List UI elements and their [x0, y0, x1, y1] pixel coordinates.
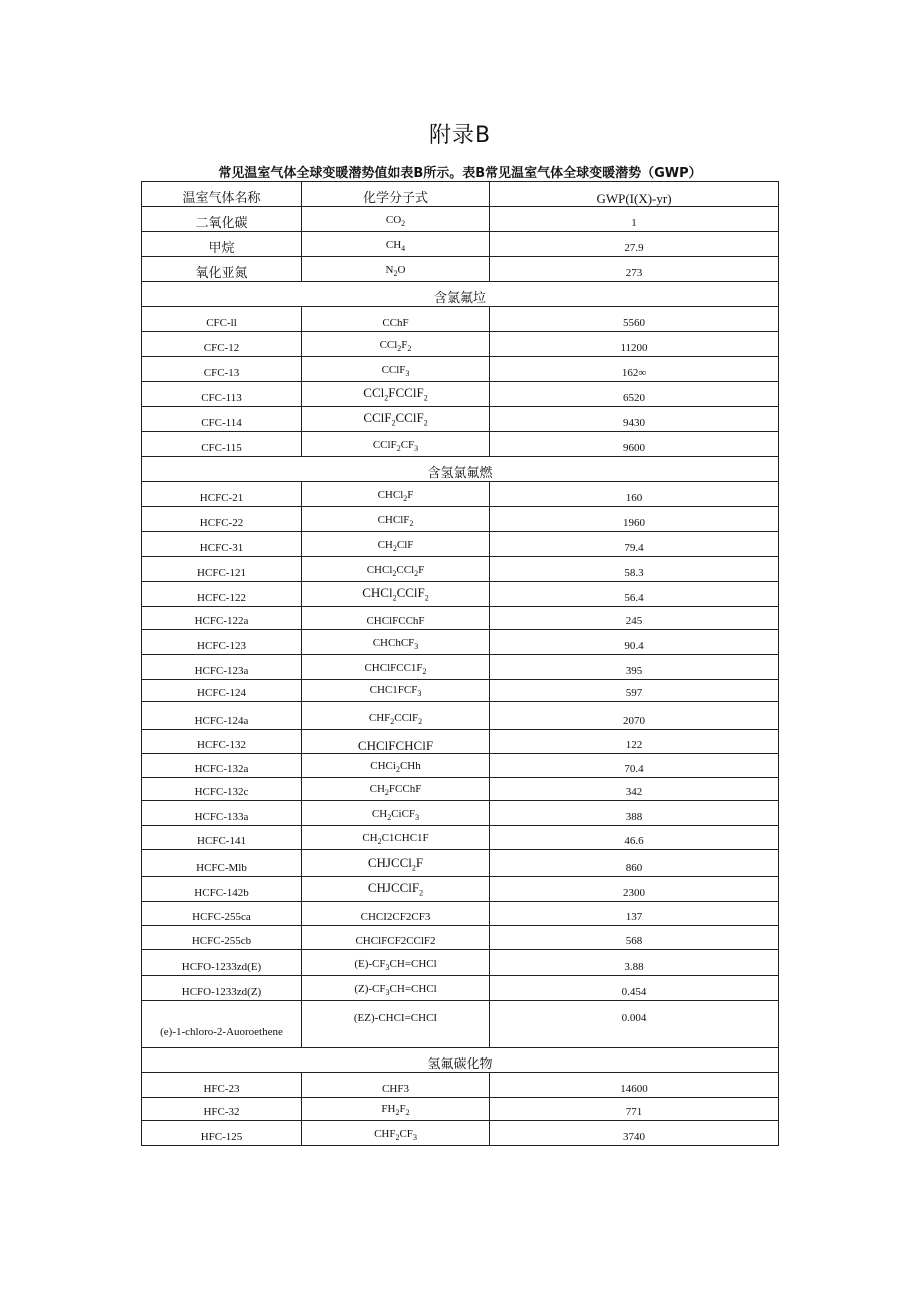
- gwp-value: 9430: [490, 407, 779, 432]
- gwp-value: 771: [490, 1098, 779, 1121]
- gas-name: CFC-113: [142, 382, 302, 407]
- gwp-value: 342: [490, 778, 779, 801]
- table-row: [142, 826, 779, 850]
- chemical-formula: (EZ)-CHCI=CHCI: [302, 1001, 490, 1048]
- table-row: [142, 801, 779, 826]
- gwp-value: 70.4: [490, 754, 779, 778]
- table-row: [142, 950, 779, 976]
- gas-name: HCFC-123a: [142, 655, 302, 680]
- chemical-formula: CHCl$_2$F: [302, 482, 490, 507]
- chemical-formula: $(Z)-CF_3CH=CHCl$: [302, 976, 490, 1001]
- chemical-formula: CCl$_2$FCClF$_2$: [302, 382, 490, 407]
- gwp-value: 5560: [490, 307, 779, 332]
- gwp-value: 79.4: [490, 532, 779, 557]
- gas-name: HCFC-132c: [142, 778, 302, 801]
- table-row: [142, 680, 779, 702]
- chemical-formula: $CCl_2F_2$: [302, 332, 490, 357]
- chemical-formula: CHJCCl$_2$F: [302, 850, 490, 877]
- section-header-row: [142, 1048, 779, 1073]
- chemical-formula: $CH_2CiCF_3$: [302, 801, 490, 826]
- gas-name: HCFC-255cb: [142, 926, 302, 950]
- table-row: [142, 332, 779, 357]
- gas-name: 甲烷: [142, 232, 302, 257]
- table-row: [142, 432, 779, 457]
- gwp-value: 3740: [490, 1121, 779, 1146]
- chemical-formula: CHClFCF2CClF2: [302, 926, 490, 950]
- gas-name: HCFC-31: [142, 532, 302, 557]
- gwp-value: 245: [490, 607, 779, 630]
- table-row: [142, 730, 779, 754]
- gwp-value: 122: [490, 730, 779, 754]
- chemical-formula: $N_2O$: [302, 257, 490, 282]
- gwp-value: 90.4: [490, 630, 779, 655]
- gwp-value: 9600: [490, 432, 779, 457]
- chemical-formula: CHCl$_2$CCl$_2$F: [302, 557, 490, 582]
- header-gwp: GWP(I(X)-yr): [490, 182, 779, 207]
- gwp-value: 1: [490, 207, 779, 232]
- gas-name: CFC-12: [142, 332, 302, 357]
- table-row: [142, 754, 779, 778]
- gas-name: 二氧化碳: [142, 207, 302, 232]
- gwp-table: [141, 181, 779, 1146]
- gwp-value: 388: [490, 801, 779, 826]
- gas-name: CFC-ll: [142, 307, 302, 332]
- chemical-formula: $CClF_2CF_3$: [302, 432, 490, 457]
- chemical-formula: CChF: [302, 307, 490, 332]
- section-header-row: [142, 457, 779, 482]
- gwp-value: 273: [490, 257, 779, 282]
- gas-name: CFC-115: [142, 432, 302, 457]
- gas-name: 氧化亚氮: [142, 257, 302, 282]
- gas-name: HCFC-142b: [142, 877, 302, 902]
- gwp-value: 860: [490, 850, 779, 877]
- table-row: [142, 482, 779, 507]
- table-header-row: [142, 182, 779, 207]
- table-caption: 常见温室气体全球变暖潜势值如表B所示。表B常见温室气体全球变暖潜势（GWP）: [218, 166, 702, 181]
- gwp-value: 0.454: [490, 976, 779, 1001]
- gas-name: CFC-114: [142, 407, 302, 432]
- gas-name: (e)-1-chloro-2-Auoroethene: [142, 1001, 302, 1048]
- gas-name: HFC-125: [142, 1121, 302, 1146]
- gwp-value: 137: [490, 902, 779, 926]
- gas-name: HCFO-1233zd(E): [142, 950, 302, 976]
- table-row: [142, 702, 779, 730]
- chemical-formula: $CHF_2CClF_2$: [302, 702, 490, 730]
- gwp-value: 2300: [490, 877, 779, 902]
- gwp-value: 6520: [490, 382, 779, 407]
- chemical-formula: CHClFCChF: [302, 607, 490, 630]
- table-row: [142, 778, 779, 801]
- gwp-value: 58.3: [490, 557, 779, 582]
- gas-name: HCFC-121: [142, 557, 302, 582]
- gwp-value: 11200: [490, 332, 779, 357]
- chemical-formula: CHJCClF$_2$: [302, 877, 490, 902]
- gas-name: HFC-23: [142, 1073, 302, 1098]
- table-row: [142, 1098, 779, 1121]
- chemical-formula: CHClFCHClF: [302, 730, 490, 754]
- gas-name: HCFC-132a: [142, 754, 302, 778]
- gas-name: HCFC-124a: [142, 702, 302, 730]
- chemical-formula: $CH_2ClF$: [302, 532, 490, 557]
- table-row: [142, 507, 779, 532]
- gwp-value: 597: [490, 680, 779, 702]
- table-row: [142, 926, 779, 950]
- table-row: [142, 1121, 779, 1146]
- gas-name: CFC-13: [142, 357, 302, 382]
- table-row: [142, 382, 779, 407]
- gwp-value: 2070: [490, 702, 779, 730]
- section-header-row: [142, 282, 779, 307]
- chemical-formula: $CHClFCC1F_2$: [302, 655, 490, 680]
- table-row: [142, 630, 779, 655]
- gas-name: HCFC-22: [142, 507, 302, 532]
- chemical-formula: $CHC1FCF_3$: [302, 680, 490, 702]
- page-title: 附录B: [428, 123, 492, 148]
- table-row: [142, 607, 779, 630]
- section-label: 含氯氟垃: [142, 282, 779, 307]
- gas-name: HCFC-133a: [142, 801, 302, 826]
- gwp-value: 0.004: [490, 1001, 779, 1048]
- gas-name: HFC-32: [142, 1098, 302, 1121]
- section-label: 含氢氯氟燃: [142, 457, 779, 482]
- chemical-formula: CClF$_3$: [302, 357, 490, 382]
- chemical-formula: CHChCF$_3$: [302, 630, 490, 655]
- table-row: [142, 357, 779, 382]
- chemical-formula: $CH_4$: [302, 232, 490, 257]
- table-row: [142, 976, 779, 1001]
- gwp-value: 3.88: [490, 950, 779, 976]
- table-row: [142, 407, 779, 432]
- gwp-value: 56.4: [490, 582, 779, 607]
- table-row: [142, 232, 779, 257]
- table-row: [142, 1001, 779, 1048]
- gwp-value: 162∞: [490, 357, 779, 382]
- table-row: [142, 655, 779, 680]
- table-row: [142, 877, 779, 902]
- header-name: 温室气体名称: [142, 182, 302, 207]
- chemical-formula: CHClF$_2$: [302, 507, 490, 532]
- table-row: [142, 850, 779, 877]
- chemical-formula: $(E)-CF_3CH=CHCl$: [302, 950, 490, 976]
- gas-name: HCFC-Mlb: [142, 850, 302, 877]
- gas-name: HCFC-21: [142, 482, 302, 507]
- table-row: [142, 1073, 779, 1098]
- table-row: [142, 532, 779, 557]
- table-row: [142, 207, 779, 232]
- gas-name: HCFC-122: [142, 582, 302, 607]
- gas-name: HCFC-132: [142, 730, 302, 754]
- table-row: [142, 902, 779, 926]
- table-row: [142, 582, 779, 607]
- header-formula: 化学分子式: [302, 182, 490, 207]
- section-label: 氢氟碳化物: [142, 1048, 779, 1073]
- gas-name: HCFC-141: [142, 826, 302, 850]
- gas-name: HCFO-1233zd(Z): [142, 976, 302, 1001]
- chemical-formula: CHCI2CF2CF3: [302, 902, 490, 926]
- gwp-value: 160: [490, 482, 779, 507]
- gas-name: HCFC-123: [142, 630, 302, 655]
- table-row: [142, 307, 779, 332]
- gas-name: HCFC-122a: [142, 607, 302, 630]
- chemical-formula: CClF$_2$CClF$_2$: [302, 407, 490, 432]
- chemical-formula: CHCi$_2$CHh: [302, 754, 490, 778]
- chemical-formula: CHCl$_2$CClF$_2$: [302, 582, 490, 607]
- chemical-formula: CHF3: [302, 1073, 490, 1098]
- table-row: [142, 257, 779, 282]
- gwp-value: 395: [490, 655, 779, 680]
- chemical-formula: $CO_2$: [302, 207, 490, 232]
- gwp-value: 14600: [490, 1073, 779, 1098]
- gwp-value: 27.9: [490, 232, 779, 257]
- gas-name: HCFC-255ca: [142, 902, 302, 926]
- chemical-formula: $FH_2F_2$: [302, 1098, 490, 1121]
- gwp-value: 46.6: [490, 826, 779, 850]
- chemical-formula: $CH_2FCChF$: [302, 778, 490, 801]
- chemical-formula: $CHF_2CF_3$: [302, 1121, 490, 1146]
- gwp-value: 568: [490, 926, 779, 950]
- gwp-value: 1960: [490, 507, 779, 532]
- chemical-formula: $CH_2C1CHC1F$: [302, 826, 490, 850]
- gas-name: HCFC-124: [142, 680, 302, 702]
- table-row: [142, 557, 779, 582]
